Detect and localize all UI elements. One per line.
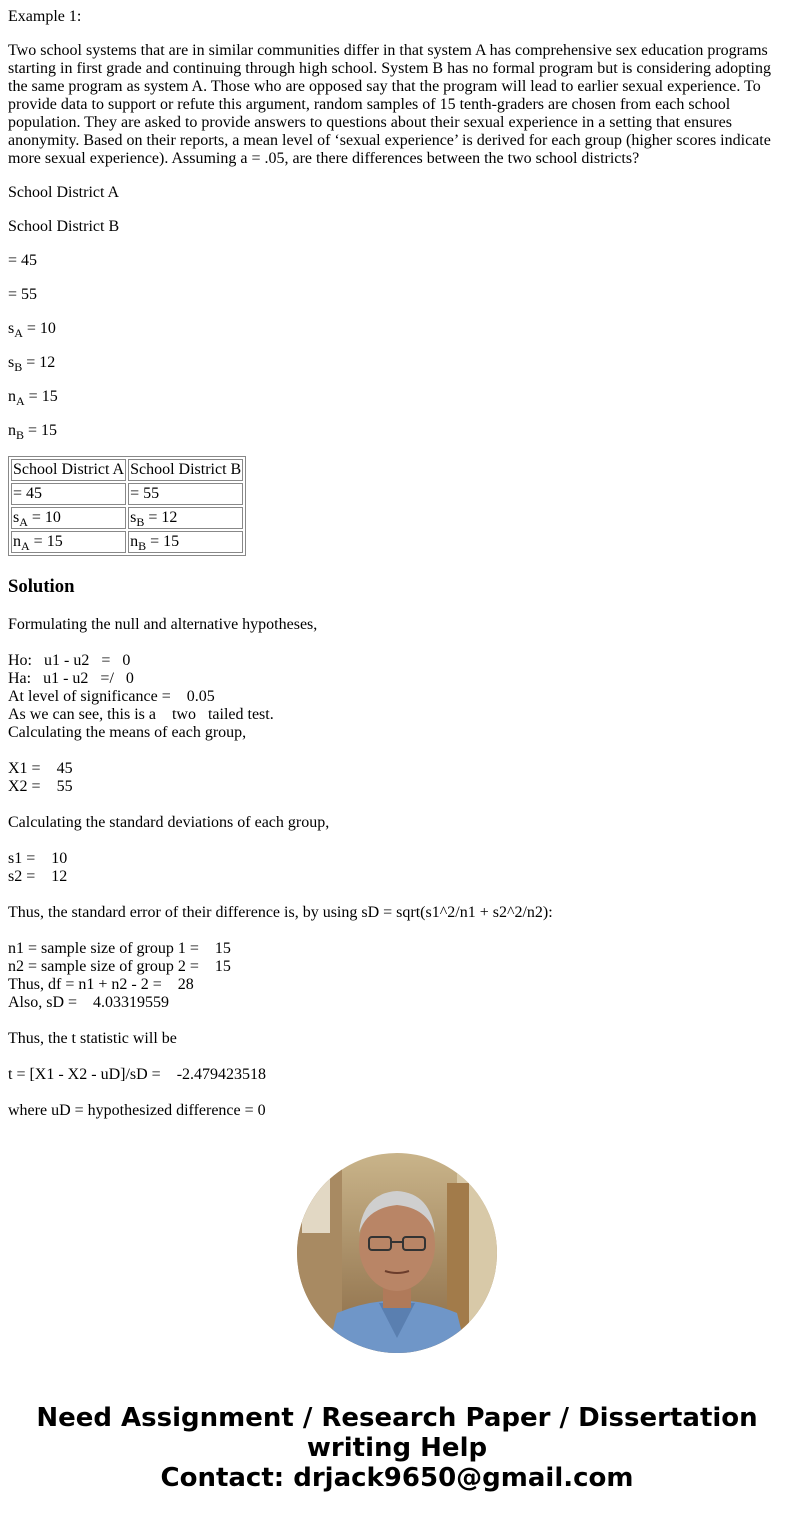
blank-line — [8, 886, 786, 904]
blank-line — [8, 742, 786, 760]
solution-lines — [8, 616, 786, 1120]
n-a: $n_A = 15$ — [8, 388, 58, 409]
mean-b: = 55 — [8, 286, 38, 303]
group-a-label: School District A — [8, 184, 120, 201]
group-b-label: School District B — [8, 218, 120, 235]
blank-line — [8, 1084, 786, 1102]
solution-line: n2 = sample size of group 2 = 15 — [8, 958, 231, 975]
table-row — [11, 507, 243, 529]
promo-line: Need Assignment / Research Paper / Dissertation — [36, 1403, 758, 1433]
blank-line — [8, 1048, 786, 1066]
solution-line: Calculating the standard deviations of each group, — [8, 814, 330, 831]
solution-line: Formulating the null and alternative hypotheses, — [8, 616, 318, 633]
table-row — [11, 459, 243, 481]
table-cell: School District A — [11, 459, 126, 481]
blank-line — [8, 634, 786, 652]
n-b: $n_B = 15$ — [8, 422, 58, 443]
table-row — [11, 531, 243, 553]
solution-line: Ha: u1 - u2 =/ 0 — [8, 670, 134, 687]
solution-line: s1 = 10 — [8, 850, 68, 867]
solution-line: Also, sD = 4.03319559 — [8, 994, 170, 1011]
mean-a: = 45 — [8, 252, 38, 269]
table-cell: $s_B = 12$ — [128, 507, 243, 529]
solution-heading: Solution — [8, 576, 75, 597]
solution-line: s2 = 12 — [8, 868, 68, 885]
solution-line: X1 = 45 — [8, 760, 73, 777]
summary-table — [8, 456, 246, 556]
problem-text: Two school systems that are in similar communities differ in that system A has comprehensive sex education programs starting in first grade and continuing through high school. System B has no formal program but is considering adopting the same program as system A. Those who are opposed say that the program will lead to earlier sexual experience. To provide data to support or refute this argument, random samples of 15 tenth-graders are chosen from each school population. They are asked to provide answers to questions about their sexual experience in a setting that ensures anonymity. Based on their reports, a mean level of ‘sexual experience’ is derived for each group (higher scores indicate more sexual experience). Assuming a = .05, are there differences between the two school districts? — [8, 42, 771, 167]
sd-b: $s_B = 12$ — [8, 354, 56, 375]
example-heading: Example 1: — [8, 8, 82, 25]
solution-line: t = [X1 - X2 - uD]/sD = -2.479423518 — [8, 1066, 267, 1083]
avatar — [297, 1153, 497, 1353]
solution-line: Thus, the standard error of their difference is, by using sD = sqrt(s1^2/n1 + s2^2/n2): — [8, 904, 553, 921]
promo-line: writing Help — [306, 1433, 488, 1463]
promo-contact: Contact: drjack9650@gmail.com — [160, 1463, 634, 1493]
solution-line: At level of significance = 0.05 — [8, 688, 215, 705]
solution-line: Calculating the means of each group, — [8, 724, 247, 741]
table-cell: = 45 — [11, 483, 126, 505]
promo-section — [0, 1123, 794, 1523]
solution-line: X2 = 55 — [8, 778, 73, 795]
solution-line: Ho: u1 - u2 = 0 — [8, 652, 131, 669]
solution-line: As we can see, this is a two tailed test. — [8, 706, 274, 723]
table-cell: School District B — [128, 459, 243, 481]
solution-line: Thus, df = n1 + n2 - 2 = 28 — [8, 976, 194, 993]
table-cell: $n_A = 15$ — [11, 531, 126, 553]
table-cell: $n_B = 15$ — [128, 531, 243, 553]
person-photo — [297, 1153, 497, 1353]
solution-line: Thus, the t statistic will be — [8, 1030, 177, 1047]
table-row — [11, 483, 243, 505]
document-body — [8, 0, 786, 1123]
blank-line — [8, 922, 786, 940]
blank-line — [8, 796, 786, 814]
sd-a: $s_A = 10$ — [8, 320, 56, 341]
promo-text — [0, 1403, 794, 1493]
solution-line: n1 = sample size of group 1 = 15 — [8, 940, 231, 957]
table-cell: $s_A = 10$ — [11, 507, 126, 529]
blank-line — [8, 832, 786, 850]
table-cell: = 55 — [128, 483, 243, 505]
solution-line: where uD = hypothesized difference = 0 — [8, 1102, 266, 1119]
blank-line — [8, 1012, 786, 1030]
